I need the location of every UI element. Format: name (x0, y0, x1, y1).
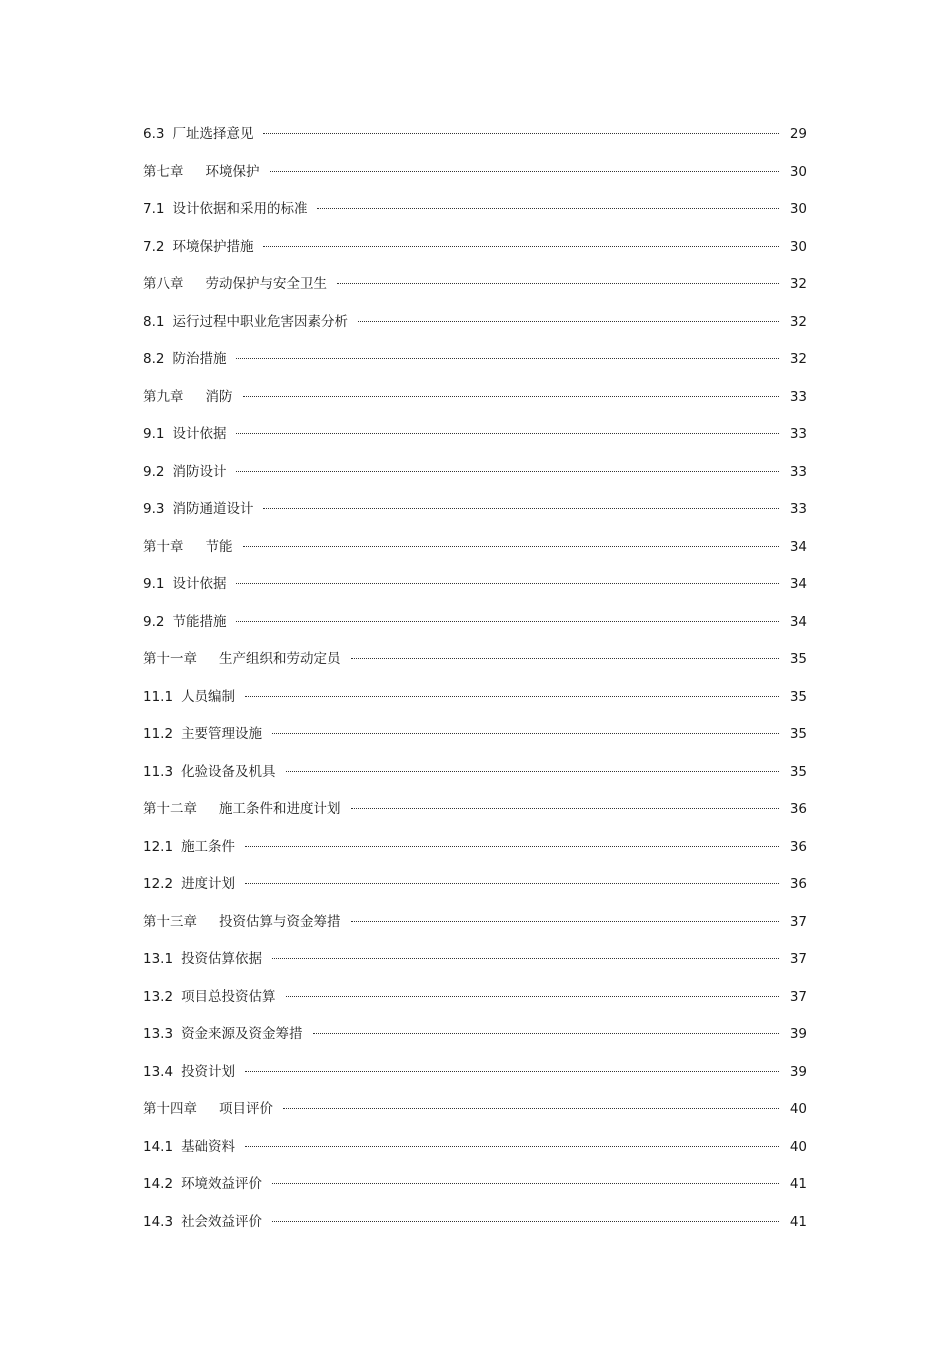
dot-leader (351, 808, 780, 809)
toc-entry-title: 主要管理设施 (181, 726, 263, 742)
toc-chapter-entry[interactable] (143, 904, 807, 942)
toc-entry-page-number: 35 (789, 726, 807, 742)
toc-entry-number: 9.2 (143, 463, 165, 480)
toc-entry-number: 11.1 (143, 688, 174, 705)
toc-section-entry[interactable] (143, 604, 807, 642)
dot-leader (272, 958, 779, 959)
dot-leader (283, 1108, 779, 1109)
toc-entry-number: 8.2 (143, 351, 165, 367)
dot-leader (236, 471, 779, 472)
toc-entry-title: 项目总投资估算 (181, 988, 276, 1005)
toc-entry-number: 12.1 (143, 838, 174, 855)
toc-entry-number: 7.1 (143, 201, 165, 217)
dot-leader (313, 1033, 779, 1034)
toc-entry-title: 进度计划 (181, 876, 236, 892)
toc-section-entry[interactable] (143, 1166, 807, 1204)
toc-entry-title: 环境效益评价 (181, 1176, 263, 1192)
toc-entry-number: 9.3 (143, 501, 165, 517)
toc-entry-title: 设计依据 (172, 576, 227, 592)
toc-entry-title: 节能措施 (172, 613, 227, 630)
toc-entry-page-number: 30 (789, 201, 807, 217)
toc-entry-title: 消防 (205, 388, 233, 405)
toc-chapter-entry[interactable] (143, 154, 807, 192)
toc-entry-number: 9.2 (143, 613, 165, 630)
toc-entry-number: 8.1 (143, 313, 165, 330)
toc-entry-page-number: 35 (789, 688, 807, 705)
dot-leader (245, 883, 779, 884)
toc-entry-page-number: 30 (789, 163, 807, 180)
toc-entry-title: 投资估算与资金筹措 (219, 913, 341, 930)
toc-entry-page-number: 34 (789, 576, 807, 592)
dot-leader (351, 658, 780, 659)
toc-entry-number: 7.2 (143, 238, 165, 255)
toc-chapter-entry[interactable] (143, 379, 807, 417)
dot-leader (317, 208, 779, 209)
toc-chapter-entry[interactable] (143, 791, 807, 829)
toc-entry-title: 生产组织和劳动定员 (219, 651, 341, 667)
toc-entry-page-number: 36 (789, 838, 807, 855)
toc-chapter-entry[interactable] (143, 266, 807, 304)
toc-entry-number: 12.2 (143, 876, 174, 892)
toc-entry-page-number: 36 (789, 801, 807, 817)
toc-entry-page-number: 33 (789, 426, 807, 442)
toc-entry-number: 第十二章 (143, 801, 197, 817)
toc-entry-title: 化验设备及机具 (181, 763, 276, 780)
toc-entry-title: 环境保护措施 (172, 238, 254, 255)
toc-entry-title: 环境保护 (205, 163, 260, 180)
toc-entry-title: 消防设计 (172, 463, 227, 480)
dot-leader (263, 508, 779, 509)
dot-leader (236, 583, 779, 584)
toc-section-entry[interactable] (143, 116, 807, 154)
toc-entry-title: 防治措施 (172, 351, 227, 367)
toc-section-entry[interactable] (143, 566, 807, 604)
toc-entry-number: 13.4 (143, 1063, 174, 1080)
toc-entry-page-number: 32 (789, 276, 807, 292)
dot-leader (245, 1071, 779, 1072)
dot-leader (272, 1183, 779, 1184)
dot-leader (358, 321, 779, 322)
toc-entry-page-number: 30 (789, 238, 807, 255)
toc-entry-number: 第十四章 (143, 1101, 197, 1117)
toc-entry-title: 设计依据和采用的标准 (172, 201, 308, 217)
toc-entry-number: 14.2 (143, 1176, 174, 1192)
toc-section-entry[interactable] (143, 866, 807, 904)
toc-entry-number: 9.1 (143, 426, 165, 442)
dot-leader (270, 171, 780, 172)
dot-leader (272, 1221, 779, 1222)
table-of-contents (143, 116, 807, 1241)
toc-entry-page-number: 34 (789, 538, 807, 555)
dot-leader (286, 771, 779, 772)
toc-entry-page-number: 33 (789, 388, 807, 405)
dot-leader (236, 621, 779, 622)
toc-entry-page-number: 35 (789, 651, 807, 667)
toc-entry-page-number: 37 (789, 951, 807, 967)
toc-chapter-entry[interactable] (143, 529, 807, 567)
toc-entry-number: 第七章 (143, 163, 184, 180)
toc-chapter-entry[interactable] (143, 1091, 807, 1129)
toc-entry-title: 人员编制 (181, 688, 236, 705)
toc-entry-page-number: 40 (789, 1138, 807, 1155)
toc-entry-title: 基础资料 (181, 1138, 236, 1155)
toc-entry-page-number: 41 (789, 1213, 807, 1230)
toc-section-entry[interactable] (143, 416, 807, 454)
toc-entry-title: 节能 (205, 538, 233, 555)
toc-section-entry[interactable] (143, 1016, 807, 1054)
toc-entry-number: 13.1 (143, 951, 174, 967)
toc-entry-number: 第十三章 (143, 913, 197, 930)
toc-entry-page-number: 37 (789, 913, 807, 930)
dot-leader (245, 846, 779, 847)
toc-entry-page-number: 37 (789, 988, 807, 1005)
toc-entry-title: 项目评价 (219, 1101, 273, 1117)
dot-leader (272, 733, 779, 734)
toc-entry-page-number: 29 (789, 126, 807, 142)
dot-leader (286, 996, 779, 997)
toc-entry-title: 消防通道设计 (172, 501, 254, 517)
toc-entry-number: 第十一章 (143, 651, 197, 667)
toc-section-entry[interactable] (143, 1054, 807, 1092)
toc-entry-page-number: 36 (789, 876, 807, 892)
toc-entry-title: 劳动保护与安全卫生 (205, 276, 327, 292)
toc-chapter-entry[interactable] (143, 641, 807, 679)
dot-leader (243, 396, 780, 397)
toc-entry-number: 13.2 (143, 988, 174, 1005)
toc-entry-page-number: 32 (789, 351, 807, 367)
toc-entry-page-number: 34 (789, 613, 807, 630)
toc-section-entry[interactable] (143, 941, 807, 979)
toc-entry-number: 13.3 (143, 1026, 174, 1042)
toc-entry-number: 第八章 (143, 276, 184, 292)
toc-entry-number: 第十章 (143, 538, 184, 555)
toc-entry-number: 14.3 (143, 1213, 174, 1230)
toc-section-entry[interactable] (143, 679, 807, 717)
dot-leader (245, 1146, 779, 1147)
dot-leader (351, 921, 780, 922)
dot-leader (263, 246, 779, 247)
toc-entry-page-number: 40 (789, 1101, 807, 1117)
toc-entry-number: 6.3 (143, 126, 165, 142)
toc-section-entry[interactable] (143, 491, 807, 529)
toc-entry-title: 投资估算依据 (181, 951, 263, 967)
toc-entry-page-number: 33 (789, 463, 807, 480)
toc-entry-page-number: 41 (789, 1176, 807, 1192)
toc-entry-page-number: 32 (789, 313, 807, 330)
dot-leader (243, 546, 780, 547)
toc-section-entry[interactable] (143, 716, 807, 754)
dot-leader (236, 433, 779, 434)
toc-entry-title: 施工条件和进度计划 (219, 801, 341, 817)
toc-entry-page-number: 39 (789, 1026, 807, 1042)
toc-section-entry[interactable] (143, 229, 807, 267)
dot-leader (263, 133, 779, 134)
toc-entry-page-number: 35 (789, 763, 807, 780)
toc-entry-page-number: 33 (789, 501, 807, 517)
toc-entry-title: 社会效益评价 (181, 1213, 263, 1230)
toc-section-entry[interactable] (143, 341, 807, 379)
dot-leader (337, 283, 779, 284)
toc-section-entry[interactable] (143, 829, 807, 867)
toc-entry-title: 厂址选择意见 (172, 126, 254, 142)
toc-section-entry[interactable] (143, 1129, 807, 1167)
toc-entry-number: 11.3 (143, 763, 174, 780)
toc-entry-title: 设计依据 (172, 426, 227, 442)
toc-entry-number: 11.2 (143, 726, 174, 742)
toc-entry-number: 14.1 (143, 1138, 174, 1155)
toc-section-entry[interactable] (143, 979, 807, 1017)
toc-entry-number: 9.1 (143, 576, 165, 592)
dot-leader (245, 696, 779, 697)
toc-entry-title: 运行过程中职业危害因素分析 (172, 313, 348, 330)
toc-section-entry[interactable] (143, 191, 807, 229)
toc-entry-page-number: 39 (789, 1063, 807, 1080)
toc-entry-title: 资金来源及资金筹措 (181, 1026, 303, 1042)
toc-section-entry[interactable] (143, 454, 807, 492)
toc-entry-title: 投资计划 (181, 1063, 236, 1080)
toc-entry-title: 施工条件 (181, 838, 236, 855)
toc-section-entry[interactable] (143, 1204, 807, 1242)
toc-section-entry[interactable] (143, 754, 807, 792)
dot-leader (236, 358, 779, 359)
toc-section-entry[interactable] (143, 304, 807, 342)
toc-entry-number: 第九章 (143, 388, 184, 405)
